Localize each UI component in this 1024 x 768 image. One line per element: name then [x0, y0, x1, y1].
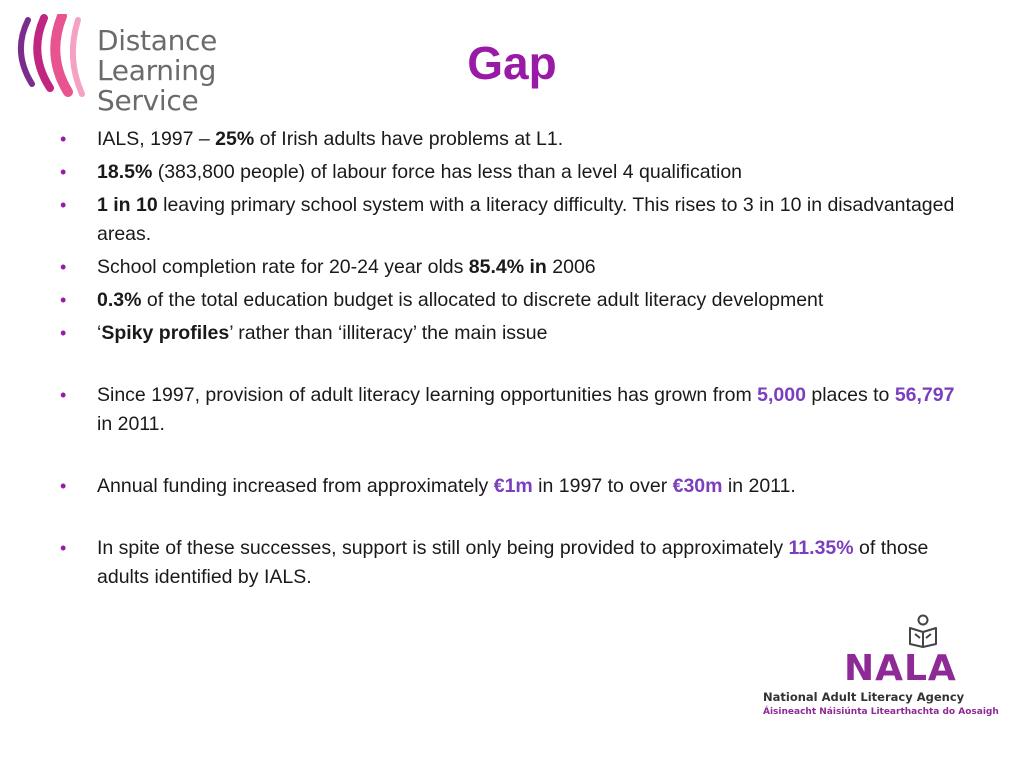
- nala-wordmark: NALA: [844, 648, 957, 689]
- bullet-text: Annual funding increased from approximately: [97, 475, 494, 497]
- slide-title: Gap: [467, 37, 557, 89]
- bullet-dot-icon: •: [60, 195, 67, 215]
- bullet-text: in 1997 to over: [532, 475, 673, 497]
- nala-irish-subtitle: Áisineacht Náisiúnta Litearthachta do Aosaigh: [763, 707, 999, 717]
- bullet-text: of the total education budget is allocated to discrete adult literacy development: [141, 289, 824, 311]
- bullet-item: [60, 381, 960, 439]
- bullet-text: 25%: [215, 128, 255, 150]
- bullet-text: 2006: [546, 256, 596, 278]
- nala-subtitle: National Adult Literacy Agency: [763, 690, 965, 704]
- bullet-item: [60, 191, 960, 249]
- bullet-text: 85.4% in: [468, 256, 547, 278]
- bullet-text: in 2011.: [722, 475, 796, 497]
- bullet-text: 18.5%: [97, 161, 153, 183]
- logo-line-1: Distance: [97, 24, 218, 57]
- bullet-text: €1m: [493, 475, 533, 497]
- bullet-text: of those adults identified by IALS.: [97, 537, 929, 588]
- bullet-item: [60, 319, 960, 348]
- bullet-text: 1 in 10: [97, 194, 158, 216]
- bullet-text: ’ rather than ‘illiteracy’ the main issue: [229, 322, 548, 344]
- bullet-dot-icon: •: [60, 476, 67, 496]
- bullet-text: €30m: [672, 475, 723, 497]
- bullet-text: of Irish adults have problems at L1.: [254, 128, 564, 150]
- bullet-text: In spite of these successes, support is still only being provided to approximately: [97, 537, 789, 559]
- bullet-text: 5,000: [757, 384, 806, 406]
- bullet-text: ‘: [97, 322, 102, 344]
- bullet-text: in 2011.: [97, 413, 165, 435]
- nala-logo: [760, 612, 999, 724]
- bullet-item: [60, 472, 960, 501]
- bullet-list: [60, 125, 960, 596]
- bullet-item: [60, 158, 960, 187]
- bullet-text: Spiky profiles: [101, 322, 230, 344]
- bullet-dot-icon: •: [60, 257, 67, 277]
- bullet-dot-icon: •: [60, 385, 67, 405]
- bullet-item: [60, 534, 960, 592]
- logo-line-3: Service: [97, 84, 199, 117]
- bullet-item: [60, 286, 960, 315]
- bullet-text: 56,797: [894, 384, 955, 406]
- bullet-dot-icon: •: [60, 323, 67, 343]
- bullet-text: Since 1997, provision of adult literacy learning opportunities has grown from: [97, 384, 758, 406]
- bullet-item: [60, 125, 960, 154]
- bullet-item: [60, 253, 960, 282]
- bullet-text: places to: [805, 384, 895, 406]
- bullet-text: IALS, 1997 –: [97, 128, 216, 150]
- bullet-dot-icon: •: [60, 162, 67, 182]
- bullet-text: (383,800 people) of labour force has less than a level 4 qualification: [152, 161, 743, 183]
- reader-icon: [906, 614, 940, 648]
- bullet-text: 0.3%: [97, 289, 142, 311]
- bullet-text: School completion rate for 20-24 year olds: [97, 256, 469, 278]
- logo-line-2: Learning: [97, 54, 217, 87]
- bullet-text: leaving primary school system with a literacy difficulty. This rises to 3 in 10 in disadvantaged areas.: [97, 194, 955, 245]
- bullet-dot-icon: •: [60, 129, 67, 149]
- bullet-dot-icon: •: [60, 538, 67, 558]
- bullet-text: 11.35%: [788, 537, 854, 559]
- bullet-dot-icon: •: [60, 290, 67, 310]
